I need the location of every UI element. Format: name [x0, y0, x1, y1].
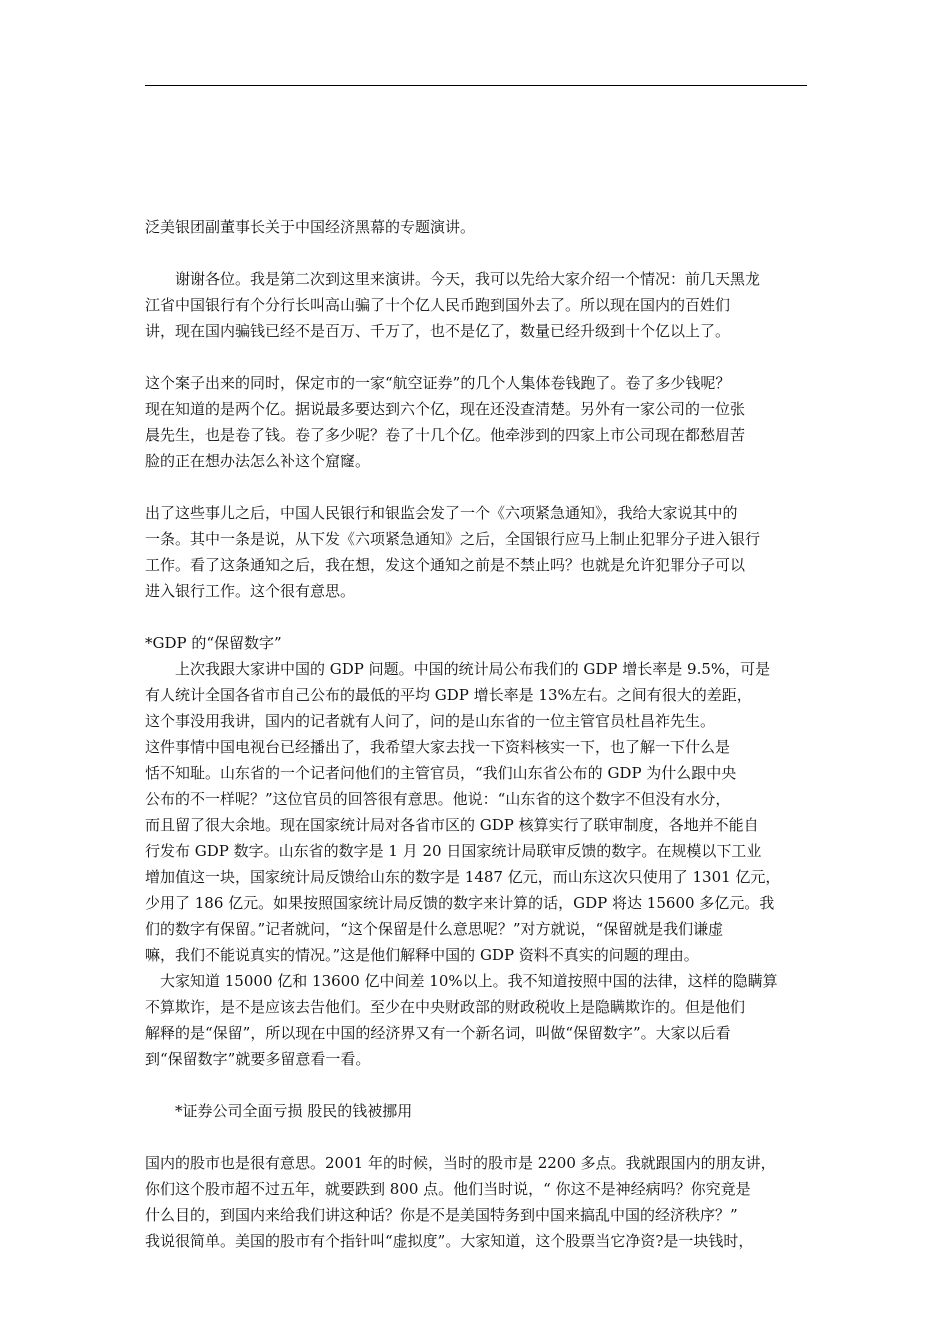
gdp-line: 们的数字有保留。”记者就问，“这个保留是什么意思呢？”对方就说，“保留就是我们谦虚	[145, 920, 724, 938]
gdp-section-heading: *GDP 的“保留数字”	[145, 634, 282, 652]
paragraph-1-line-3: 讲，现在国内骗钱已经不是百万、千万了，也不是亿了，数量已经升级到十个亿以上了。	[145, 322, 731, 340]
gdp-line: 嘛，我们不能说真实的情况。”这是他们解释中国的 GDP 资料不真实的问题的理由。	[145, 946, 699, 964]
paragraph-3-line-1: 出了这些事儿之后，中国人民银行和银监会发了一个《六项紧急通知》，我给大家说其中的	[145, 504, 738, 522]
gdp-line: 恬不知耻。山东省的一个记者问他们的主管官员，“我们山东省公布的 GDP 为什么跟中央	[145, 764, 737, 782]
paragraph-2-line-1: 这个案子出来的同时，保定市的一家“航空证券”的几个人集体卷钱跑了。卷了多少钱呢？	[145, 374, 731, 392]
header-rule	[145, 85, 807, 86]
paragraph-2-line-2: 现在知道的是两个亿。据说最多要达到六个亿，现在还没查清楚。另外有一家公司的一位张	[145, 400, 746, 418]
document-title: 泛美银团副董事长关于中国经济黑幕的专题演讲。	[145, 218, 476, 236]
gdp-line: 大家知道 15000 亿和 13600 亿中间差 10%以上。我不知道按照中国的法律，这样的隐瞒算	[145, 972, 778, 990]
gdp-line: 有人统计全国各省市自己公布的最低的平均 GDP 增长率是 13%左右。之间有很大的差距，	[145, 686, 752, 704]
gdp-line: 解释的是“保留”，所以现在中国的经济界又有一个新名词，叫做“保留数字”。大家以后看	[145, 1024, 731, 1042]
stock-line: 你们这个股市超不过五年，就要跌到 800 点。他们当时说，“ 你这不是神经病吗？你究竟是	[145, 1180, 751, 1198]
gdp-line: 不算欺诈，是不是应该去告他们。至少在中央财政部的财政税收上是隐瞒欺诈的。但是他们	[145, 998, 746, 1016]
gdp-line: 到“保留数字”就要多留意看一看。	[145, 1050, 371, 1068]
gdp-line: 行发布 GDP 数字。山东省的数字是 1 月 20 日国家统计局联审反馈的数字。在规模以下工业	[145, 842, 762, 860]
gdp-line: 这件事情中国电视台已经播出了，我希望大家去找一下资料核实一下，也了解一下什么是	[145, 738, 731, 756]
gdp-line: 公布的不一样呢？”这位官员的回答很有意思。他说：“山东省的这个数字不但没有水分，	[145, 790, 731, 808]
gdp-line: 上次我跟大家讲中国的 GDP 问题。中国的统计局公布我们的 GDP 增长率是 9.5%，可是	[145, 660, 771, 678]
gdp-line: 这个事没用我讲，国内的记者就有人问了，问的是山东省的一位主管官员杜昌祚先生。	[145, 712, 716, 730]
paragraph-1-line-1: 谢谢各位。我是第二次到这里来演讲。今天，我可以先给大家介绍一个情况：前几天黑龙	[145, 270, 761, 288]
stock-line: 什么目的，到国内来给我们讲这种话？你是不是美国特务到中国来搞乱中国的经济秩序？”	[145, 1206, 738, 1224]
paragraph-3-line-2: 一条。其中一条是说，从下发《六项紧急通知》之后，全国银行应马上制止犯罪分子进入银行	[145, 530, 761, 548]
stock-section-heading: *证券公司全面亏损 股民的钱被挪用	[145, 1102, 413, 1120]
gdp-line: 增加值这一块，国家统计局反馈给山东的数字是 1487 亿元，而山东这次只使用了 1301 亿元，	[145, 868, 781, 886]
paragraph-3-line-3: 工作。看了这条通知之后，我在想，发这个通知之前是不禁止吗？也就是允许犯罪分子可以	[145, 556, 746, 574]
gdp-line: 而且留了很大余地。现在国家统计局对各省市区的 GDP 核算实行了联审制度，各地并不能自	[145, 816, 759, 834]
paragraph-2-line-3: 晨先生，也是卷了钱。卷了多少呢？卷了十几个亿。他牵涉到的四家上市公司现在都愁眉苦	[145, 426, 746, 444]
paragraph-2-line-4: 脸的正在想办法怎么补这个窟窿。	[145, 452, 371, 470]
stock-line: 国内的股市也是很有意思。2001 年的时候，当时的股市是 2200 多点。我就跟国内的朋友讲，	[145, 1154, 776, 1172]
stock-line: 我说很简单。美国的股市有个指针叫“虚拟度”。大家知道，这个股票当它净资?是一块钱时，	[145, 1232, 754, 1250]
paragraph-3-line-4: 进入银行工作。这个很有意思。	[145, 582, 356, 600]
paragraph-1-line-2: 江省中国银行有个分行长叫高山骗了十个亿人民币跑到国外去了。所以现在国内的百姓们	[145, 296, 731, 314]
gdp-line: 少用了 186 亿元。如果按照国家统计局反馈的数字来计算的话，GDP 将达 15600 多亿元。我	[145, 894, 775, 912]
